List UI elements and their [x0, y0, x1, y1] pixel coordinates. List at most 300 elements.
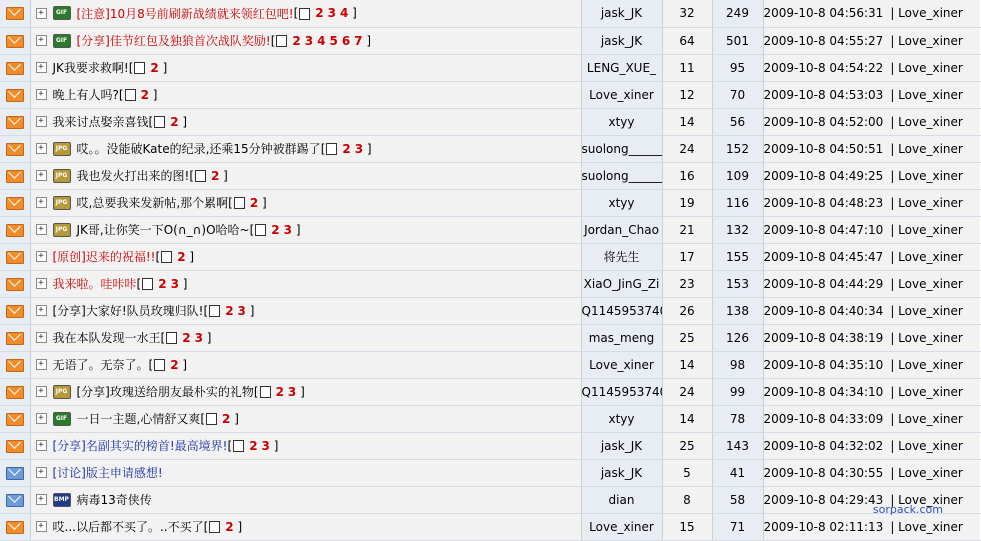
page-link[interactable]: 2 — [170, 115, 178, 129]
hot-thread-envelope-icon — [6, 143, 24, 156]
reply-count: 15 — [662, 513, 712, 540]
page-link[interactable]: 2 — [292, 34, 300, 48]
thread-title-link[interactable]: [讨论]版主申请感想! — [53, 466, 163, 480]
view-count: 109 — [712, 162, 763, 189]
page-links-close-bracket: ] — [292, 223, 301, 237]
thread-status-cell — [0, 54, 30, 81]
reply-count: 11 — [662, 54, 712, 81]
thread-title-cell — [30, 513, 581, 540]
hot-thread-envelope-icon — [6, 278, 24, 291]
page-links-open-bracket: [ — [294, 6, 299, 20]
gif-attachment-icon: GIF — [53, 412, 71, 426]
last-post-time[interactable]: 2009-10-8 04:33:09 — [764, 412, 884, 426]
thread-status-cell — [0, 513, 30, 540]
thread-row[interactable] — [0, 486, 981, 513]
thread-author[interactable]: Jordan_Chao — [581, 216, 662, 243]
page-link[interactable]: 7 — [354, 34, 362, 48]
page-links — [119, 88, 158, 102]
thread-author[interactable]: jask_JK — [581, 459, 662, 486]
page-links-close-bracket: ] — [203, 331, 212, 345]
thread-row[interactable] — [0, 0, 981, 27]
page-links-open-bracket: [ — [204, 520, 209, 534]
last-poster[interactable]: | Love_xiner — [890, 331, 963, 345]
view-count: 501 — [712, 27, 763, 54]
thread-author[interactable]: Love_xiner — [581, 513, 662, 540]
thread-title-link[interactable]: [分享]玫瑰送给朋友最朴实的礼物 — [77, 385, 254, 399]
last-post-time[interactable]: 2009-10-8 04:50:51 — [764, 142, 884, 156]
last-post-time[interactable]: 2009-10-8 04:47:10 — [764, 223, 884, 237]
last-poster[interactable]: | Love_xiner — [890, 6, 963, 20]
thread-author[interactable]: xtyy — [581, 108, 662, 135]
last-post-time[interactable]: 2009-10-8 04:56:31 — [764, 6, 884, 20]
thread-row[interactable] — [0, 405, 981, 432]
last-poster[interactable]: | Love_xiner — [890, 115, 963, 129]
reply-count: 26 — [662, 297, 712, 324]
page-links — [149, 115, 188, 129]
page-link[interactable]: 3 — [288, 385, 296, 399]
expand-plus-icon[interactable]: + — [36, 332, 47, 343]
multipage-icon — [154, 116, 165, 128]
page-link[interactable]: 2 — [225, 520, 233, 534]
last-post-cell — [763, 378, 981, 405]
page-links — [200, 412, 239, 426]
last-poster[interactable]: | Love_xiner — [890, 88, 963, 102]
multipage-icon — [134, 62, 145, 74]
thread-author[interactable]: Love_xiner — [581, 351, 662, 378]
last-post-time[interactable]: 2009-10-8 04:32:02 — [764, 439, 884, 453]
expand-plus-icon[interactable]: + — [36, 440, 47, 451]
view-count: 126 — [712, 324, 763, 351]
thread-title-cell — [30, 297, 581, 324]
page-link[interactable]: 2 — [249, 439, 257, 453]
thread-row[interactable] — [0, 513, 981, 540]
page-links-close-bracket: ] — [186, 250, 195, 264]
page-links-close-bracket: ] — [348, 6, 357, 20]
last-post-time[interactable]: 2009-10-8 02:11:13 — [764, 520, 884, 534]
page-links-close-bracket: ] — [159, 61, 168, 75]
reply-count: 8 — [662, 486, 712, 513]
thread-author[interactable]: XiaO_JinG_Zi — [581, 270, 662, 297]
page-links-open-bracket: [ — [149, 115, 154, 129]
expand-plus-icon[interactable]: + — [36, 197, 47, 208]
expand-plus-icon[interactable]: + — [36, 35, 47, 46]
page-links — [204, 304, 255, 318]
thread-author[interactable]: xtyy — [581, 405, 662, 432]
thread-title-link[interactable]: JK哥,让你笑一下O(∩_∩)O哈哈~ — [77, 223, 250, 237]
thread-row[interactable] — [0, 243, 981, 270]
thread-author[interactable]: Love_xiner — [581, 81, 662, 108]
expand-plus-icon[interactable]: + — [36, 413, 47, 424]
thread-status-cell — [0, 324, 30, 351]
thread-status-cell — [0, 486, 30, 513]
last-poster[interactable]: | Love_xiner — [890, 250, 963, 264]
thread-title-link[interactable]: [分享]大家好!队员玫瑰归队! — [53, 304, 204, 318]
thread-title-cell — [30, 324, 581, 351]
page-links-open-bracket: [ — [321, 142, 326, 156]
thread-author[interactable]: jask_JK — [581, 432, 662, 459]
multipage-icon — [326, 143, 337, 155]
thread-title-link[interactable]: 无语了。无奈了。 — [53, 358, 149, 372]
last-post-cell — [763, 432, 981, 459]
last-post-cell — [763, 243, 981, 270]
thread-row[interactable] — [0, 351, 981, 378]
thread-title-link[interactable]: [分享]名副其实的榜首!最高境界! — [53, 439, 228, 453]
last-post-time[interactable]: 2009-10-8 04:44:29 — [764, 277, 884, 291]
last-poster[interactable]: | Love_xiner — [890, 304, 963, 318]
page-link[interactable]: 2 — [276, 385, 284, 399]
last-post-cell — [763, 216, 981, 243]
expand-plus-icon[interactable]: + — [36, 224, 47, 235]
thread-status-cell — [0, 378, 30, 405]
thread-author[interactable]: jask_JK — [581, 27, 662, 54]
page-link[interactable]: 2 — [211, 169, 219, 183]
hot-thread-envelope-icon — [6, 413, 24, 426]
thread-status-cell — [0, 108, 30, 135]
reply-count: 19 — [662, 189, 712, 216]
thread-title-link[interactable]: [注意]10月8号前刷新战绩就来领红包吧! — [77, 7, 294, 21]
hot-thread-envelope-icon — [6, 305, 24, 318]
jpg-attachment-icon: JPG — [53, 223, 71, 237]
expand-plus-icon[interactable]: + — [36, 8, 47, 19]
last-post-time[interactable]: 2009-10-8 04:54:22 — [764, 61, 884, 75]
last-post-cell — [763, 486, 981, 513]
hot-thread-envelope-icon — [6, 116, 24, 129]
multipage-icon — [209, 305, 220, 317]
thread-row[interactable] — [0, 270, 981, 297]
expand-plus-icon[interactable]: + — [36, 62, 47, 73]
page-link[interactable]: 2 — [315, 6, 323, 20]
page-link[interactable]: 2 — [222, 412, 230, 426]
last-post-cell — [763, 324, 981, 351]
page-link[interactable]: 2 — [342, 142, 350, 156]
page-link[interactable]: 3 — [305, 34, 313, 48]
thread-row[interactable] — [0, 459, 981, 486]
page-link[interactable]: 2 — [170, 358, 178, 372]
page-links — [149, 358, 188, 372]
reply-count: 25 — [662, 432, 712, 459]
thread-title-link[interactable]: [原创]迟来的祝福!! — [53, 250, 156, 264]
reply-count: 24 — [662, 135, 712, 162]
page-links — [254, 385, 305, 399]
last-poster[interactable]: | Love_xiner — [890, 196, 963, 210]
thread-title-cell — [30, 162, 581, 189]
gif-attachment-icon: GIF — [53, 6, 71, 20]
view-count: 71 — [712, 513, 763, 540]
thread-title-link[interactable]: 我也发火打出来的图! — [77, 169, 190, 183]
expand-plus-icon[interactable]: + — [36, 494, 47, 505]
expand-plus-icon[interactable]: + — [36, 386, 47, 397]
thread-author[interactable]: mas_meng — [581, 324, 662, 351]
thread-row[interactable] — [0, 162, 981, 189]
thread-title-link[interactable]: 我来啦。哇咔咔 — [53, 277, 137, 291]
page-links — [321, 142, 372, 156]
thread-row[interactable] — [0, 81, 981, 108]
view-count: 249 — [712, 0, 763, 27]
page-links-open-bracket: [ — [250, 223, 255, 237]
thread-row[interactable] — [0, 216, 981, 243]
watermark: sorpack.com — [873, 503, 943, 516]
thread-title-link[interactable]: 病毒13奇侠传 — [77, 493, 152, 507]
last-post-time[interactable]: 2009-10-8 04:40:34 — [764, 304, 884, 318]
page-link[interactable]: 3 — [355, 142, 363, 156]
expand-plus-icon[interactable]: + — [36, 467, 47, 478]
expand-plus-icon[interactable]: + — [36, 116, 47, 127]
thread-author[interactable]: xtyy — [581, 189, 662, 216]
page-links — [250, 223, 301, 237]
last-poster[interactable]: | Love_xiner — [890, 169, 963, 183]
thread-author[interactable]: dian — [581, 486, 662, 513]
thread-title-link[interactable]: 哎。。没能破Kate的纪录,还乘15分钟被群踢了 — [77, 142, 321, 156]
multipage-icon — [233, 440, 244, 452]
page-link[interactable]: 3 — [328, 6, 336, 20]
thread-title-link[interactable]: 哎...以后都不买了。..不买了 — [53, 520, 204, 534]
page-link[interactable]: 4 — [340, 6, 348, 20]
last-poster[interactable]: | Love_xiner — [890, 277, 963, 291]
hot-thread-envelope-icon — [6, 386, 24, 399]
view-count: 78 — [712, 405, 763, 432]
page-link[interactable]: 4 — [317, 34, 325, 48]
last-poster[interactable]: | Love_xiner — [890, 520, 963, 534]
thread-status-cell — [0, 297, 30, 324]
expand-plus-icon[interactable]: + — [36, 305, 47, 316]
reply-count: 23 — [662, 270, 712, 297]
last-post-cell — [763, 54, 981, 81]
thread-status-cell — [0, 27, 30, 54]
last-poster[interactable]: | Love_xiner — [890, 385, 963, 399]
page-links-open-bracket: [ — [137, 277, 142, 291]
thread-title-link[interactable]: 晚上有人吗? — [53, 88, 119, 102]
page-links-close-bracket: ] — [363, 34, 372, 48]
last-post-cell — [763, 108, 981, 135]
page-link[interactable]: 2 — [182, 331, 190, 345]
page-link[interactable]: 3 — [171, 277, 179, 291]
view-count: 155 — [712, 243, 763, 270]
page-links-close-bracket: ] — [258, 196, 267, 210]
thread-author[interactable]: Q1145953740 — [581, 297, 662, 324]
thread-author[interactable]: suolong______ — [581, 162, 662, 189]
page-link[interactable]: 2 — [177, 250, 185, 264]
multipage-icon — [161, 251, 172, 263]
last-post-cell — [763, 405, 981, 432]
multipage-icon — [154, 359, 165, 371]
thread-title-link[interactable]: 哎,总要我来发新帖,那个累啊 — [77, 196, 229, 210]
last-post-time[interactable]: 2009-10-8 04:35:10 — [764, 358, 884, 372]
hot-thread-envelope-icon — [6, 359, 24, 372]
thread-author[interactable]: LENG_XUE_ — [581, 54, 662, 81]
multipage-icon — [255, 224, 266, 236]
page-links-open-bracket: [ — [228, 439, 233, 453]
bmp-attachment-icon: BMP — [53, 493, 71, 507]
multipage-icon — [260, 386, 271, 398]
page-link[interactable]: 3 — [262, 439, 270, 453]
view-count: 98 — [712, 351, 763, 378]
thread-status-cell — [0, 162, 30, 189]
page-links-close-bracket: ] — [246, 304, 255, 318]
page-link[interactable]: 2 — [271, 223, 279, 237]
page-link[interactable]: 2 — [225, 304, 233, 318]
thread-status-cell — [0, 0, 30, 27]
last-post-time[interactable]: 2009-10-8 04:55:27 — [764, 34, 884, 48]
page-links-close-bracket: ] — [230, 412, 239, 426]
thread-title-cell — [30, 459, 581, 486]
thread-title-link[interactable]: 一日一主题,心情舒又爽 — [77, 412, 201, 426]
multipage-icon — [125, 89, 136, 101]
page-links-open-bracket: [ — [161, 331, 166, 345]
thread-title-cell — [30, 135, 581, 162]
view-count: 116 — [712, 189, 763, 216]
page-link[interactable]: 3 — [195, 331, 203, 345]
thread-author[interactable]: Q1145953740 — [581, 378, 662, 405]
thread-title-link[interactable]: 我在本队发现一水王 — [53, 331, 161, 345]
multipage-icon — [195, 170, 206, 182]
thread-title-link[interactable]: JK我要求救啊! — [53, 61, 129, 75]
view-count: 56 — [712, 108, 763, 135]
thread-row[interactable] — [0, 189, 981, 216]
last-poster[interactable]: | Love_xiner — [890, 439, 963, 453]
page-link[interactable]: 6 — [342, 34, 350, 48]
last-poster[interactable]: | Love_xiner — [890, 358, 963, 372]
multipage-icon — [209, 521, 220, 533]
page-links — [189, 169, 228, 183]
thread-envelope-icon — [6, 494, 24, 507]
last-poster[interactable]: | Love_xiner — [890, 223, 963, 237]
reply-count: 17 — [662, 243, 712, 270]
expand-plus-icon[interactable]: + — [36, 359, 47, 370]
hot-thread-envelope-icon — [6, 35, 24, 48]
thread-row[interactable] — [0, 324, 981, 351]
page-link[interactable]: 2 — [141, 88, 149, 102]
page-link[interactable]: 3 — [238, 304, 246, 318]
page-links — [129, 61, 168, 75]
thread-status-cell — [0, 432, 30, 459]
page-link[interactable]: 3 — [284, 223, 292, 237]
page-link[interactable]: 5 — [329, 34, 337, 48]
last-post-cell — [763, 270, 981, 297]
thread-title-cell — [30, 0, 581, 27]
view-count: 58 — [712, 486, 763, 513]
last-post-cell — [763, 297, 981, 324]
expand-plus-icon[interactable]: + — [36, 170, 47, 181]
page-links-open-bracket: [ — [254, 385, 259, 399]
last-post-time[interactable]: 2009-10-8 04:52:00 — [764, 115, 884, 129]
page-link[interactable]: 2 — [150, 61, 158, 75]
thread-author[interactable]: jask_JK — [581, 0, 662, 27]
thread-title-cell — [30, 378, 581, 405]
last-post-time[interactable]: 2009-10-8 04:34:10 — [764, 385, 884, 399]
hot-thread-envelope-icon — [6, 251, 24, 264]
last-post-time[interactable]: 2009-10-8 04:29:43 — [764, 493, 884, 507]
multipage-icon — [276, 35, 287, 47]
expand-plus-icon[interactable]: + — [36, 278, 47, 289]
page-links-close-bracket: ] — [234, 520, 243, 534]
thread-status-cell — [0, 405, 30, 432]
thread-row[interactable] — [0, 378, 981, 405]
jpg-attachment-icon: JPG — [53, 385, 71, 399]
thread-status-cell — [0, 216, 30, 243]
page-links-close-bracket: ] — [179, 115, 188, 129]
reply-count: 24 — [662, 378, 712, 405]
last-post-cell — [763, 81, 981, 108]
jpg-attachment-icon: JPG — [53, 169, 71, 183]
thread-envelope-icon — [6, 467, 24, 480]
thread-title-cell — [30, 270, 581, 297]
reply-count: 14 — [662, 405, 712, 432]
page-links-close-bracket: ] — [363, 142, 372, 156]
reply-count: 64 — [662, 27, 712, 54]
page-links-open-bracket: [ — [271, 34, 276, 48]
thread-status-cell — [0, 135, 30, 162]
thread-status-cell — [0, 270, 30, 297]
last-poster[interactable]: | Love_xiner — [890, 493, 963, 507]
last-post-time[interactable]: 2009-10-8 04:48:23 — [764, 196, 884, 210]
thread-row[interactable] — [0, 297, 981, 324]
hot-thread-envelope-icon — [6, 170, 24, 183]
last-poster[interactable]: | Love_xiner — [890, 412, 963, 426]
hot-thread-envelope-icon — [6, 440, 24, 453]
thread-title-link[interactable]: [分享]佳节红包及独狼首次战队奖励! — [77, 34, 271, 48]
hot-thread-envelope-icon — [6, 332, 24, 345]
page-links — [228, 196, 267, 210]
reply-count: 21 — [662, 216, 712, 243]
thread-row[interactable] — [0, 108, 981, 135]
thread-row[interactable] — [0, 135, 981, 162]
thread-row[interactable] — [0, 54, 981, 81]
expand-plus-icon[interactable]: + — [36, 143, 47, 154]
page-links-close-bracket: ] — [179, 277, 188, 291]
multipage-icon — [166, 332, 177, 344]
last-post-cell — [763, 459, 981, 486]
jpg-attachment-icon: JPG — [53, 142, 71, 156]
view-count: 41 — [712, 459, 763, 486]
thread-row[interactable] — [0, 432, 981, 459]
thread-row[interactable] — [0, 27, 981, 54]
expand-plus-icon[interactable]: + — [36, 521, 47, 532]
thread-title-cell — [30, 81, 581, 108]
last-post-time[interactable]: 2009-10-8 04:45:47 — [764, 250, 884, 264]
page-links — [137, 277, 188, 291]
thread-title-link[interactable]: 我来讨点娶亲喜钱 — [53, 115, 149, 129]
last-post-cell — [763, 162, 981, 189]
multipage-icon — [299, 8, 310, 20]
thread-title-cell — [30, 27, 581, 54]
expand-plus-icon[interactable]: + — [36, 89, 47, 100]
reply-count: 16 — [662, 162, 712, 189]
thread-title-cell — [30, 432, 581, 459]
thread-status-cell — [0, 189, 30, 216]
last-post-time[interactable]: 2009-10-8 04:53:03 — [764, 88, 884, 102]
view-count: 143 — [712, 432, 763, 459]
page-links-close-bracket: ] — [179, 358, 188, 372]
thread-author[interactable]: 将先生 — [581, 243, 662, 270]
thread-author[interactable]: suolong______ — [581, 135, 662, 162]
last-poster[interactable]: | Love_xiner — [890, 61, 963, 75]
last-post-time[interactable]: 2009-10-8 04:30:55 — [764, 466, 884, 480]
page-links — [271, 34, 371, 48]
page-link[interactable]: 2 — [250, 196, 258, 210]
page-links-open-bracket: [ — [189, 169, 194, 183]
last-post-time[interactable]: 2009-10-8 04:49:25 — [764, 169, 884, 183]
last-poster[interactable]: | Love_xiner — [890, 142, 963, 156]
expand-plus-icon[interactable]: + — [36, 251, 47, 262]
reply-count: 5 — [662, 459, 712, 486]
last-post-time[interactable]: 2009-10-8 04:38:19 — [764, 331, 884, 345]
last-post-cell — [763, 351, 981, 378]
last-poster[interactable]: | Love_xiner — [890, 34, 963, 48]
last-poster[interactable]: | Love_xiner — [890, 466, 963, 480]
page-link[interactable]: 2 — [158, 277, 166, 291]
page-links-close-bracket: ] — [296, 385, 305, 399]
view-count: 153 — [712, 270, 763, 297]
